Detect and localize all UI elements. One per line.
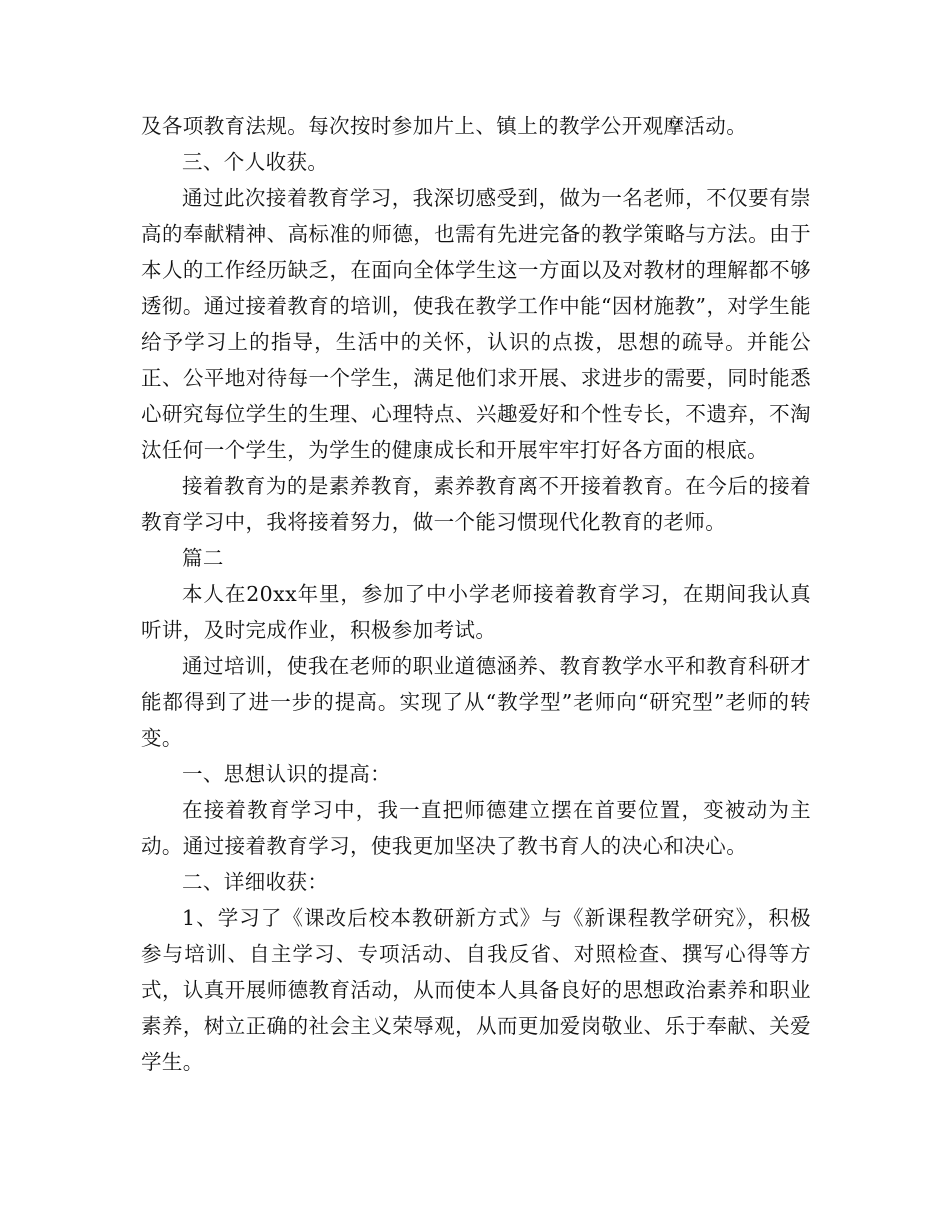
section-heading-part-two: 篇二 [182, 546, 224, 570]
paragraph-learning-reflection: 通过此次接着教育学习，我深切感受到，做为一名老师，不仅要有崇高的奉献精神、高标准的师德，也需有先进完备的教学策略与方法。由于本人的工作经历缺乏，在面向全体学生这一方面以及对教材的理解都不够透彻。通过接着教育的培训，使我在教学工作中能“因材施教”，对学生能给予学习上的指导，生活中的关怀，认识的点拨，思想的疏导。并能公正、公平地对待每一个学生，满足他们求开展、求进步的需要，同时能悉心研究每位学生的生理、心理特点、兴趣爱好和个性专长，不遗弃，不淘汰任何一个学生，为学生的健康成长和开展牢牢打好各方面的根底。 [141, 186, 811, 462]
paragraph-participation: 本人在20xx年里，参加了中小学老师接着教育学习，在期间我认真听讲，及时完成作业，积极参加考试。 [141, 582, 811, 642]
section-heading-ideology: 一、思想认识的提高： [182, 762, 391, 786]
paragraph-training-results: 通过培训，使我在老师的职业道德涵养、教育教学水平和教育科研才能都得到了进一步的提高。实现了从“教学型”老师向“研究型”老师的转变。 [141, 654, 811, 750]
document-body [141, 108, 811, 1080]
paragraph-study-item-1: 1、学习了《课改后校本教研新方式》与《新课程教学研究》，积极参与培训、自主学习、专项活动、自我反省、对照检查、撰写心得等方式，认真开展师德教育活动，从而使本人具备良好的思想政治素养和职业素养，树立正确的社会主义荣辱观，从而更加爱岗敬业、乐于奉献、关爱学生。 [141, 906, 811, 1074]
section-heading-detailed-gains: 二、详细收获： [182, 870, 329, 894]
paragraph-quality-education: 接着教育为的是素养教育，素养教育离不开接着教育。在今后的接着教育学习中，我将接着努力，做一个能习惯现代化教育的老师。 [141, 474, 811, 534]
section-heading-personal-gains: 三、个人收获。 [182, 150, 329, 174]
paragraph-ethics-priority: 在接着教育学习中，我一直把师德建立摆在首要位置，变被动为主动。通过接着教育学习，使我更加坚决了教书育人的决心和决心。 [141, 798, 811, 858]
paragraph-continuation: 及各项教育法规。每次按时参加片上、镇上的教学公开观摩活动。 [141, 114, 748, 138]
